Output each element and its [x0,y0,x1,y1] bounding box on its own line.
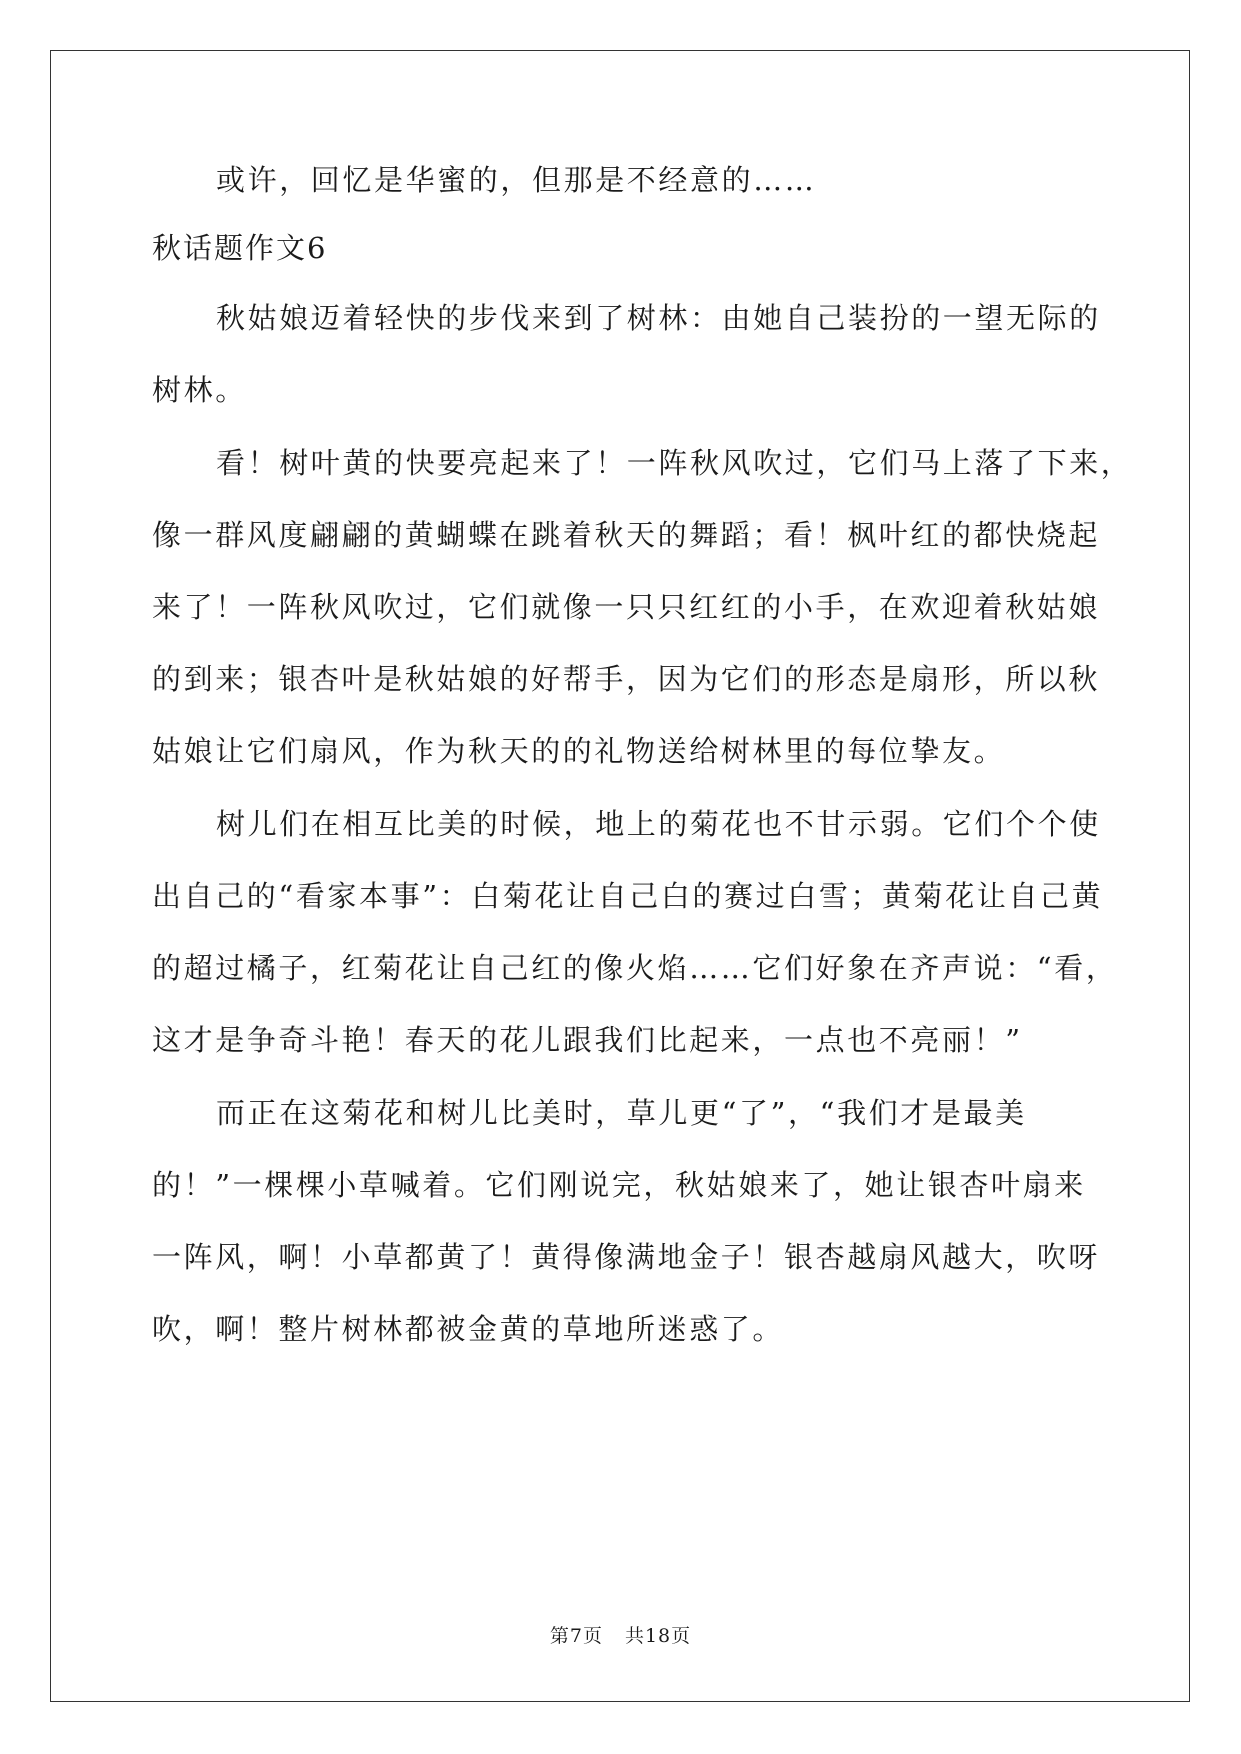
text-line: 或许，回忆是华蜜的，但那是不经意的…… [216,163,817,197]
page-number: 第7页 [549,1625,603,1647]
text-line: 来了！一阵秋风吹过，它们就像一只只红红的小手，在欢迎着秋姑娘 [152,590,1101,624]
page-total: 共18页 [624,1625,692,1647]
text-line: 的到来；银杏叶是秋姑娘的好帮手，因为它们的形态是扇形，所以秋 [152,662,1101,696]
text-line: 看！树叶黄的快要亮起来了！一阵秋风吹过，它们马上落了下来， [216,446,1133,480]
text-line: 这才是争奇斗艳！春天的花儿跟我们比起来，一点也不亮丽！” [152,1023,1023,1057]
text-line: 树林。 [152,373,247,407]
text-line: 的！”一棵棵小草喊着。它们刚说完，秋姑娘来了，她让银杏叶扇来 [152,1168,1086,1202]
page-footer [0,1621,1241,1648]
text-line: 树儿们在相互比美的时候，地上的菊花也不甘示弱。它们个个使 [216,807,1101,841]
text-line: 出自己的“看家本事”：白菊花让自己白的赛过白雪；黄菊花让自己黄 [152,879,1104,913]
text-line: 而正在这菊花和树儿比美时，草儿更“了”，“我们才是最美 [216,1096,1027,1130]
text-line: 姑娘让它们扇风，作为秋天的的礼物送给树林里的每位挚友。 [152,734,1006,768]
text-line: 一阵风，啊！小草都黄了！黄得像满地金子！银杏越扇风越大，吹呀 [152,1240,1101,1274]
text-line: 的超过橘子，红菊花让自己红的像火焰……它们好象在齐声说：“看， [152,951,1118,985]
essay-title: 秋话题作文6 [152,231,328,265]
text-line: 吹，啊！整片树林都被金黄的草地所迷惑了。 [152,1312,785,1346]
text-line: 秋姑娘迈着轻快的步伐来到了树林：由她自己装扮的一望无际的 [216,301,1101,335]
text-line: 像一群风度翩翩的黄蝴蝶在跳着秋天的舞蹈；看！枫叶红的都快烧起 [152,518,1101,552]
